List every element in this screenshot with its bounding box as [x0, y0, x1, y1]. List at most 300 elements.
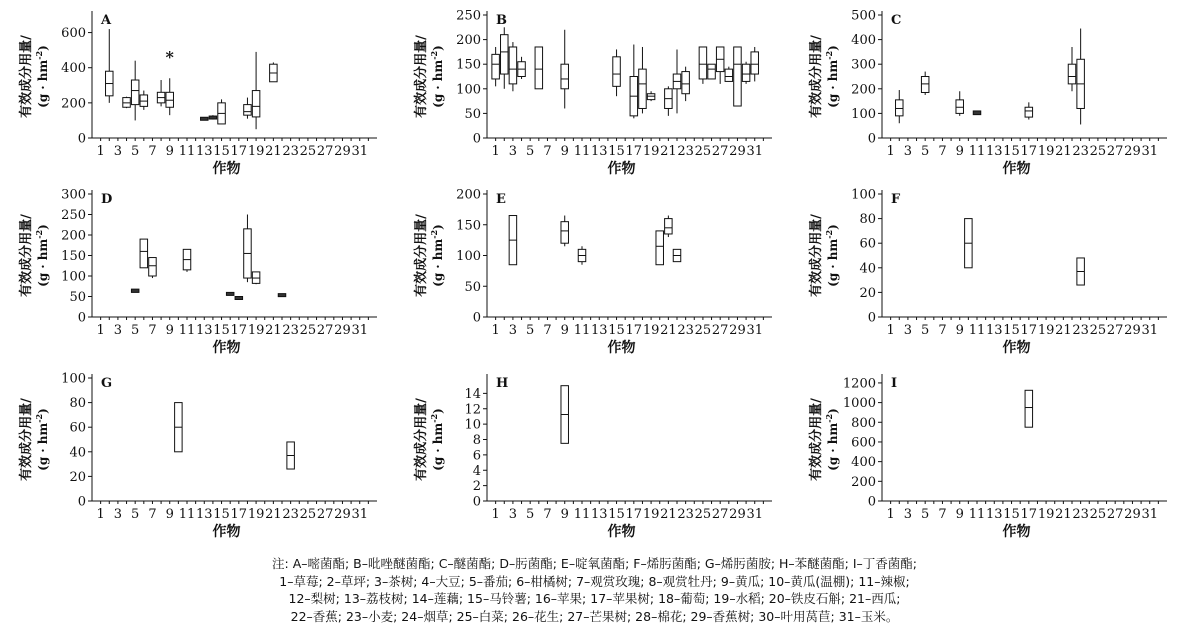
x-tick-label: 27 — [1106, 507, 1124, 522]
panel-E — [413, 188, 772, 357]
box-iqr — [639, 69, 647, 108]
y-unit-sup: -2 — [824, 50, 834, 60]
box-iqr — [252, 91, 260, 117]
panel-label: B — [496, 13, 507, 28]
x-tick-label: 5 — [526, 507, 535, 522]
panel-label: E — [496, 192, 506, 207]
x-tick-label: 19 — [1037, 323, 1055, 338]
y-axis-unit — [429, 408, 445, 471]
y-tick-label: 400 — [851, 455, 876, 471]
x-tick-label: 19 — [247, 144, 265, 159]
y-axis-unit — [824, 408, 840, 471]
panel-H — [413, 374, 772, 540]
x-tick-label: 3 — [113, 323, 123, 338]
y-tick-label: 400 — [851, 33, 876, 49]
x-tick-label: 25 — [299, 507, 317, 522]
y-unit-close: ) — [826, 408, 840, 414]
y-unit-close: ) — [36, 45, 50, 51]
box-iqr — [226, 292, 234, 295]
x-tick-label: 13 — [590, 507, 608, 522]
x-tick-label: 27 — [316, 507, 334, 522]
x-tick-label: 15 — [1003, 323, 1020, 338]
box-crop-4 — [123, 97, 131, 108]
x-tick-label: 3 — [903, 323, 913, 338]
box-crop-17 — [235, 297, 243, 300]
x-tick-label: 29 — [1124, 507, 1141, 522]
y-tick-label: 0 — [472, 131, 481, 147]
y-unit-close: ) — [431, 408, 445, 414]
box-iqr — [1068, 64, 1076, 84]
box-crop-9 — [956, 91, 964, 116]
box-crop-30 — [742, 62, 750, 84]
box-crop-10 — [965, 219, 973, 268]
x-tick-label: 9 — [165, 144, 174, 159]
box-iqr — [244, 105, 252, 116]
x-tick-label: 11 — [178, 323, 196, 338]
y-tick-label: 200 — [61, 96, 86, 112]
x-tick-label: 9 — [955, 323, 964, 338]
x-tick-label: 19 — [1037, 507, 1055, 522]
x-tick-label: 13 — [985, 323, 1003, 338]
x-tick-label: 29 — [334, 323, 351, 338]
x-tick-label: 21 — [265, 323, 282, 338]
y-axis-unit — [34, 45, 50, 108]
box-crop-22 — [673, 249, 681, 261]
note-line-4: 22–香蕉; 23–小麦; 24–烟草; 25–白菜; 26–花生; 27–芒果树; 28–棉花; 29–香蕉树; 30–叶用莴苣; 31–玉米。 — [290, 608, 899, 624]
box-iqr — [149, 258, 157, 276]
x-tick-label: 11 — [573, 144, 591, 159]
y-unit-close: ) — [36, 224, 50, 230]
x-tick-label: 31 — [1141, 323, 1159, 338]
x-tick-label: 15 — [608, 144, 625, 159]
box-crop-9 — [561, 386, 569, 444]
panel-label: C — [891, 13, 902, 28]
y-tick-label: 0 — [867, 131, 876, 147]
y-unit-sup: -2 — [429, 229, 439, 239]
x-tick-label: 31 — [1141, 507, 1159, 522]
box-crop-18 — [639, 47, 647, 113]
x-tick-label: 31 — [746, 144, 764, 159]
x-tick-label: 13 — [985, 144, 1003, 159]
y-tick-label: 200 — [851, 82, 876, 98]
y-unit-sup: -2 — [34, 413, 44, 423]
x-tick-label: 29 — [729, 323, 746, 338]
y-tick-label: 80 — [859, 212, 876, 228]
panel-label: A — [101, 13, 112, 28]
x-tick-label: 29 — [729, 144, 746, 159]
box-iqr — [708, 64, 716, 79]
x-tick-label: 1 — [96, 507, 105, 522]
y-tick-label: 300 — [851, 57, 876, 73]
box-crop-19 — [252, 272, 260, 284]
x-tick-label: 11 — [178, 507, 196, 522]
x-tick-label: 27 — [711, 323, 729, 338]
box-iqr — [509, 47, 516, 84]
x-tick-label: 19 — [642, 144, 660, 159]
x-tick-label: 31 — [1141, 144, 1159, 159]
y-unit-sup: -2 — [429, 413, 439, 423]
x-tick-label: 15 — [1003, 507, 1020, 522]
x-tick-label: 7 — [543, 144, 552, 159]
box-iqr — [561, 64, 569, 89]
x-tick-label: 23 — [677, 144, 694, 159]
box-crop-17 — [1025, 102, 1033, 119]
x-axis-label: 作物 — [1002, 340, 1031, 356]
x-tick-label: 3 — [113, 507, 123, 522]
y-unit-base: (g · hm — [36, 422, 50, 471]
y-unit-base: (g · hm — [431, 59, 445, 108]
y-tick-label: 100 — [851, 187, 876, 203]
panel-label: G — [101, 376, 113, 391]
y-unit-base: (g · hm — [431, 422, 445, 471]
box-crop-23 — [1077, 258, 1085, 285]
y-tick-label: 500 — [851, 8, 876, 24]
x-tick-label: 27 — [316, 323, 334, 338]
box-crop-15 — [218, 99, 226, 124]
outlier-marker: * — [165, 47, 174, 67]
x-tick-label: 15 — [608, 323, 625, 338]
x-tick-label: 31 — [351, 323, 369, 338]
x-tick-label: 27 — [711, 507, 729, 522]
panel-D — [18, 188, 377, 357]
y-unit-close: ) — [431, 224, 445, 230]
x-tick-label: 7 — [938, 507, 947, 522]
y-tick-label: 200 — [456, 33, 481, 49]
x-tick-label: 21 — [265, 507, 282, 522]
x-axis-label: 作物 — [607, 340, 636, 356]
panel-label: D — [101, 192, 113, 207]
box-iqr — [613, 57, 621, 87]
box-crop-9 — [561, 216, 569, 247]
x-tick-label: 13 — [985, 507, 1003, 522]
y-unit-base: (g · hm — [431, 238, 445, 287]
box-iqr — [665, 219, 673, 234]
x-axis-label: 作物 — [1002, 524, 1031, 540]
box-iqr — [131, 80, 139, 105]
y-tick-label: 60 — [69, 420, 86, 436]
box-crop-15 — [613, 49, 621, 96]
box-crop-7 — [149, 258, 157, 279]
box-crop-14 — [209, 115, 217, 119]
x-tick-label: 23 — [282, 507, 299, 522]
x-tick-label: 21 — [660, 323, 677, 338]
box-iqr — [751, 52, 759, 74]
x-tick-label: 23 — [677, 323, 694, 338]
x-tick-label: 27 — [711, 144, 729, 159]
x-tick-label: 9 — [560, 507, 569, 522]
y-tick-label: 0 — [77, 310, 86, 326]
box-crop-22 — [278, 294, 286, 297]
box-crop-6 — [140, 239, 148, 268]
y-tick-label: 600 — [851, 435, 876, 451]
box-crop-18 — [244, 215, 252, 283]
x-axis-label: 作物 — [1002, 161, 1031, 177]
y-tick-label: 1200 — [842, 376, 876, 392]
x-tick-label: 21 — [660, 507, 677, 522]
panel-G — [18, 372, 377, 541]
y-tick-label: 250 — [61, 208, 86, 223]
x-tick-label: 21 — [1055, 144, 1072, 159]
box-crop-8 — [157, 80, 165, 106]
x-tick-label: 13 — [195, 507, 213, 522]
y-unit-sup: -2 — [34, 50, 44, 60]
x-tick-label: 31 — [351, 144, 369, 159]
y-tick-label: 60 — [859, 236, 876, 252]
x-tick-label: 31 — [351, 507, 369, 522]
box-crop-23 — [1077, 29, 1085, 125]
box-iqr — [734, 47, 742, 106]
box-crop-23 — [287, 442, 295, 469]
y-tick-label: 300 — [61, 187, 86, 203]
x-tick-label: 9 — [560, 323, 569, 338]
x-tick-label: 21 — [265, 144, 282, 159]
x-tick-label: 23 — [1072, 144, 1089, 159]
x-tick-label: 9 — [955, 507, 964, 522]
box-crop-6 — [140, 91, 148, 110]
box-crop-22 — [1068, 47, 1076, 91]
y-tick-label: 200 — [456, 187, 481, 203]
x-tick-label: 5 — [131, 507, 140, 522]
box-iqr — [535, 47, 543, 89]
box-iqr — [725, 69, 733, 81]
box-crop-21 — [665, 86, 673, 116]
x-tick-label: 5 — [131, 323, 140, 338]
x-tick-label: 15 — [213, 507, 230, 522]
x-tick-label: 17 — [625, 323, 643, 338]
x-tick-label: 31 — [746, 507, 764, 522]
x-axis-label: 作物 — [212, 340, 241, 356]
x-tick-label: 25 — [1089, 323, 1107, 338]
y-axis-label: 有效成分用量/ — [809, 398, 824, 481]
x-tick-label: 17 — [230, 323, 248, 338]
panel-label: I — [891, 376, 898, 391]
x-tick-label: 13 — [590, 323, 608, 338]
box-crop-22 — [673, 49, 681, 113]
box-crop-2 — [501, 27, 509, 89]
x-tick-label: 21 — [1055, 323, 1072, 338]
x-tick-label: 17 — [1020, 323, 1038, 338]
x-tick-label: 1 — [886, 144, 895, 159]
y-axis-label: 有效成分用量/ — [19, 35, 34, 118]
y-tick-label: 50 — [464, 106, 481, 122]
x-tick-label: 5 — [921, 507, 930, 522]
x-tick-label: 19 — [247, 507, 265, 522]
x-tick-label: 7 — [938, 144, 947, 159]
x-tick-label: 9 — [560, 144, 569, 159]
y-tick-label: 40 — [859, 261, 876, 277]
box-iqr — [501, 35, 509, 74]
panel-B — [413, 9, 772, 178]
y-tick-label: 12 — [464, 402, 481, 418]
y-unit-close: ) — [826, 45, 840, 51]
y-unit-close: ) — [826, 224, 840, 230]
x-tick-label: 11 — [573, 323, 591, 338]
y-unit-sup: -2 — [429, 50, 439, 60]
box-crop-31 — [751, 47, 759, 81]
x-axis-label: 作物 — [607, 161, 636, 177]
y-tick-label: 100 — [456, 249, 481, 264]
x-tick-label: 25 — [299, 144, 317, 159]
x-tick-label: 27 — [1106, 323, 1124, 338]
y-unit-sup: -2 — [34, 229, 44, 239]
x-tick-label: 29 — [1124, 144, 1141, 159]
y-tick-label: 8 — [472, 433, 481, 448]
x-tick-label: 5 — [921, 323, 930, 338]
x-tick-label: 3 — [903, 507, 913, 522]
box-iqr — [956, 100, 964, 114]
x-tick-label: 15 — [1003, 144, 1020, 159]
x-tick-label: 1 — [491, 323, 500, 338]
x-tick-label: 15 — [213, 144, 230, 159]
box-iqr — [742, 64, 750, 81]
y-tick-label: 0 — [77, 494, 86, 510]
x-tick-label: 17 — [230, 507, 248, 522]
y-axis-unit — [34, 408, 50, 471]
box-crop-2 — [106, 29, 114, 103]
y-tick-label: 150 — [456, 57, 481, 73]
x-tick-label: 3 — [903, 144, 913, 159]
x-tick-label: 1 — [96, 323, 105, 338]
y-tick-label: 100 — [61, 269, 86, 285]
box-crop-11 — [578, 246, 586, 264]
x-tick-label: 27 — [316, 144, 334, 159]
y-tick-label: 10 — [464, 417, 481, 433]
y-axis-unit — [824, 45, 840, 108]
box-iqr — [896, 100, 904, 116]
box-iqr — [699, 47, 707, 79]
x-tick-label: 15 — [213, 323, 230, 338]
x-tick-label: 1 — [491, 507, 500, 522]
x-tick-label: 1 — [886, 323, 895, 338]
y-axis-label: 有效成分用量/ — [809, 214, 824, 297]
box-iqr — [201, 117, 209, 120]
x-tick-label: 25 — [694, 144, 712, 159]
box-iqr — [1025, 107, 1033, 117]
box-crop-9 — [166, 48, 175, 116]
y-axis-label: 有效成分用量/ — [414, 214, 429, 297]
y-axis-label: 有效成分用量/ — [19, 398, 34, 481]
x-tick-label: 23 — [282, 144, 299, 159]
box-crop-5 — [131, 61, 139, 121]
box-iqr — [492, 54, 500, 79]
x-tick-label: 7 — [148, 144, 157, 159]
box-iqr — [209, 116, 217, 119]
y-axis-unit — [824, 224, 840, 287]
box-crop-6 — [535, 47, 543, 89]
y-tick-label: 20 — [69, 469, 86, 485]
figure-note — [0, 555, 1189, 625]
box-crop-19 — [647, 91, 655, 101]
x-tick-label: 23 — [1072, 507, 1089, 522]
x-tick-label: 25 — [1089, 507, 1107, 522]
note-line-1: 注: A–嘧菌酯; B–吡唑醚菌酯; C–醚菌酯; D–肟菌酯; E–啶氧菌酯; F–烯肟菌酯; G–烯肟菌胺; H–苯醚菌酯; I–丁香菌酯; — [272, 556, 917, 571]
y-tick-label: 50 — [69, 290, 86, 305]
box-crop-19 — [252, 52, 260, 129]
box-crop-3 — [509, 216, 517, 265]
y-tick-label: 6 — [472, 448, 481, 464]
x-tick-label: 19 — [642, 323, 660, 338]
y-tick-label: 0 — [472, 310, 481, 326]
y-tick-label: 20 — [859, 285, 876, 301]
x-tick-label: 3 — [113, 144, 123, 159]
x-tick-label: 1 — [886, 507, 895, 522]
panel-label: F — [891, 192, 901, 207]
x-tick-label: 9 — [955, 144, 964, 159]
x-tick-label: 17 — [1020, 144, 1038, 159]
x-tick-label: 13 — [195, 144, 213, 159]
box-crop-29 — [734, 47, 742, 106]
box-crop-5 — [131, 289, 139, 292]
y-axis-label: 有效成分用量/ — [414, 35, 429, 118]
x-tick-label: 3 — [508, 507, 518, 522]
x-tick-label: 15 — [608, 507, 625, 522]
y-tick-label: 100 — [456, 82, 481, 98]
y-tick-label: 0 — [472, 494, 481, 510]
panel-F — [808, 188, 1167, 357]
box-iqr — [682, 72, 690, 94]
box-crop-27 — [716, 47, 724, 84]
box-crop-1 — [492, 47, 500, 86]
box-crop-9 — [561, 30, 569, 109]
x-tick-label: 25 — [694, 507, 712, 522]
y-tick-label: 250 — [456, 8, 481, 24]
x-tick-label: 27 — [1106, 144, 1124, 159]
box-crop-18 — [244, 98, 252, 119]
note-line-3: 12–梨树; 13–荔枝树; 14–莲藕; 15–马铃薯; 16–苹果; 17–苹果树; 18–葡萄; 19–水稻; 20–铁皮石斛; 21–西瓜; — [288, 591, 901, 606]
x-tick-label: 19 — [1037, 144, 1055, 159]
box-crop-17 — [1025, 390, 1033, 427]
x-tick-label: 23 — [677, 507, 694, 522]
y-tick-label: 4 — [472, 463, 481, 479]
box-iqr — [278, 294, 286, 297]
x-tick-label: 19 — [247, 323, 265, 338]
x-tick-label: 25 — [1089, 144, 1107, 159]
x-tick-label: 1 — [96, 144, 105, 159]
y-tick-label: 800 — [851, 415, 876, 431]
panel-I — [808, 374, 1167, 540]
y-tick-label: 400 — [61, 61, 86, 77]
y-tick-label: 80 — [69, 396, 86, 412]
y-unit-close: ) — [431, 45, 445, 51]
x-tick-label: 25 — [299, 323, 317, 338]
x-tick-label: 5 — [526, 323, 535, 338]
panel-A — [18, 11, 377, 177]
box-iqr — [235, 297, 243, 300]
x-tick-label: 11 — [968, 323, 986, 338]
x-tick-label: 5 — [131, 144, 140, 159]
y-unit-close: ) — [36, 408, 50, 414]
x-axis-label: 作物 — [212, 524, 241, 540]
y-tick-label: 200 — [61, 228, 86, 244]
y-axis-label: 有效成分用量/ — [19, 214, 34, 297]
box-crop-11 — [973, 111, 981, 115]
y-unit-sup: -2 — [824, 413, 834, 423]
x-tick-label: 23 — [282, 323, 299, 338]
x-tick-label: 13 — [195, 323, 213, 338]
box-iqr — [140, 239, 148, 268]
x-tick-label: 29 — [729, 507, 746, 522]
x-tick-label: 1 — [491, 144, 500, 159]
y-tick-label: 100 — [61, 371, 86, 387]
box-crop-25 — [699, 47, 707, 84]
y-tick-label: 2 — [472, 479, 481, 495]
y-tick-label: 0 — [867, 494, 876, 510]
box-crop-5 — [921, 72, 929, 95]
box-iqr — [1025, 390, 1033, 427]
x-tick-label: 17 — [1020, 507, 1038, 522]
y-tick-label: 0 — [77, 131, 86, 147]
x-tick-label: 25 — [694, 323, 712, 338]
